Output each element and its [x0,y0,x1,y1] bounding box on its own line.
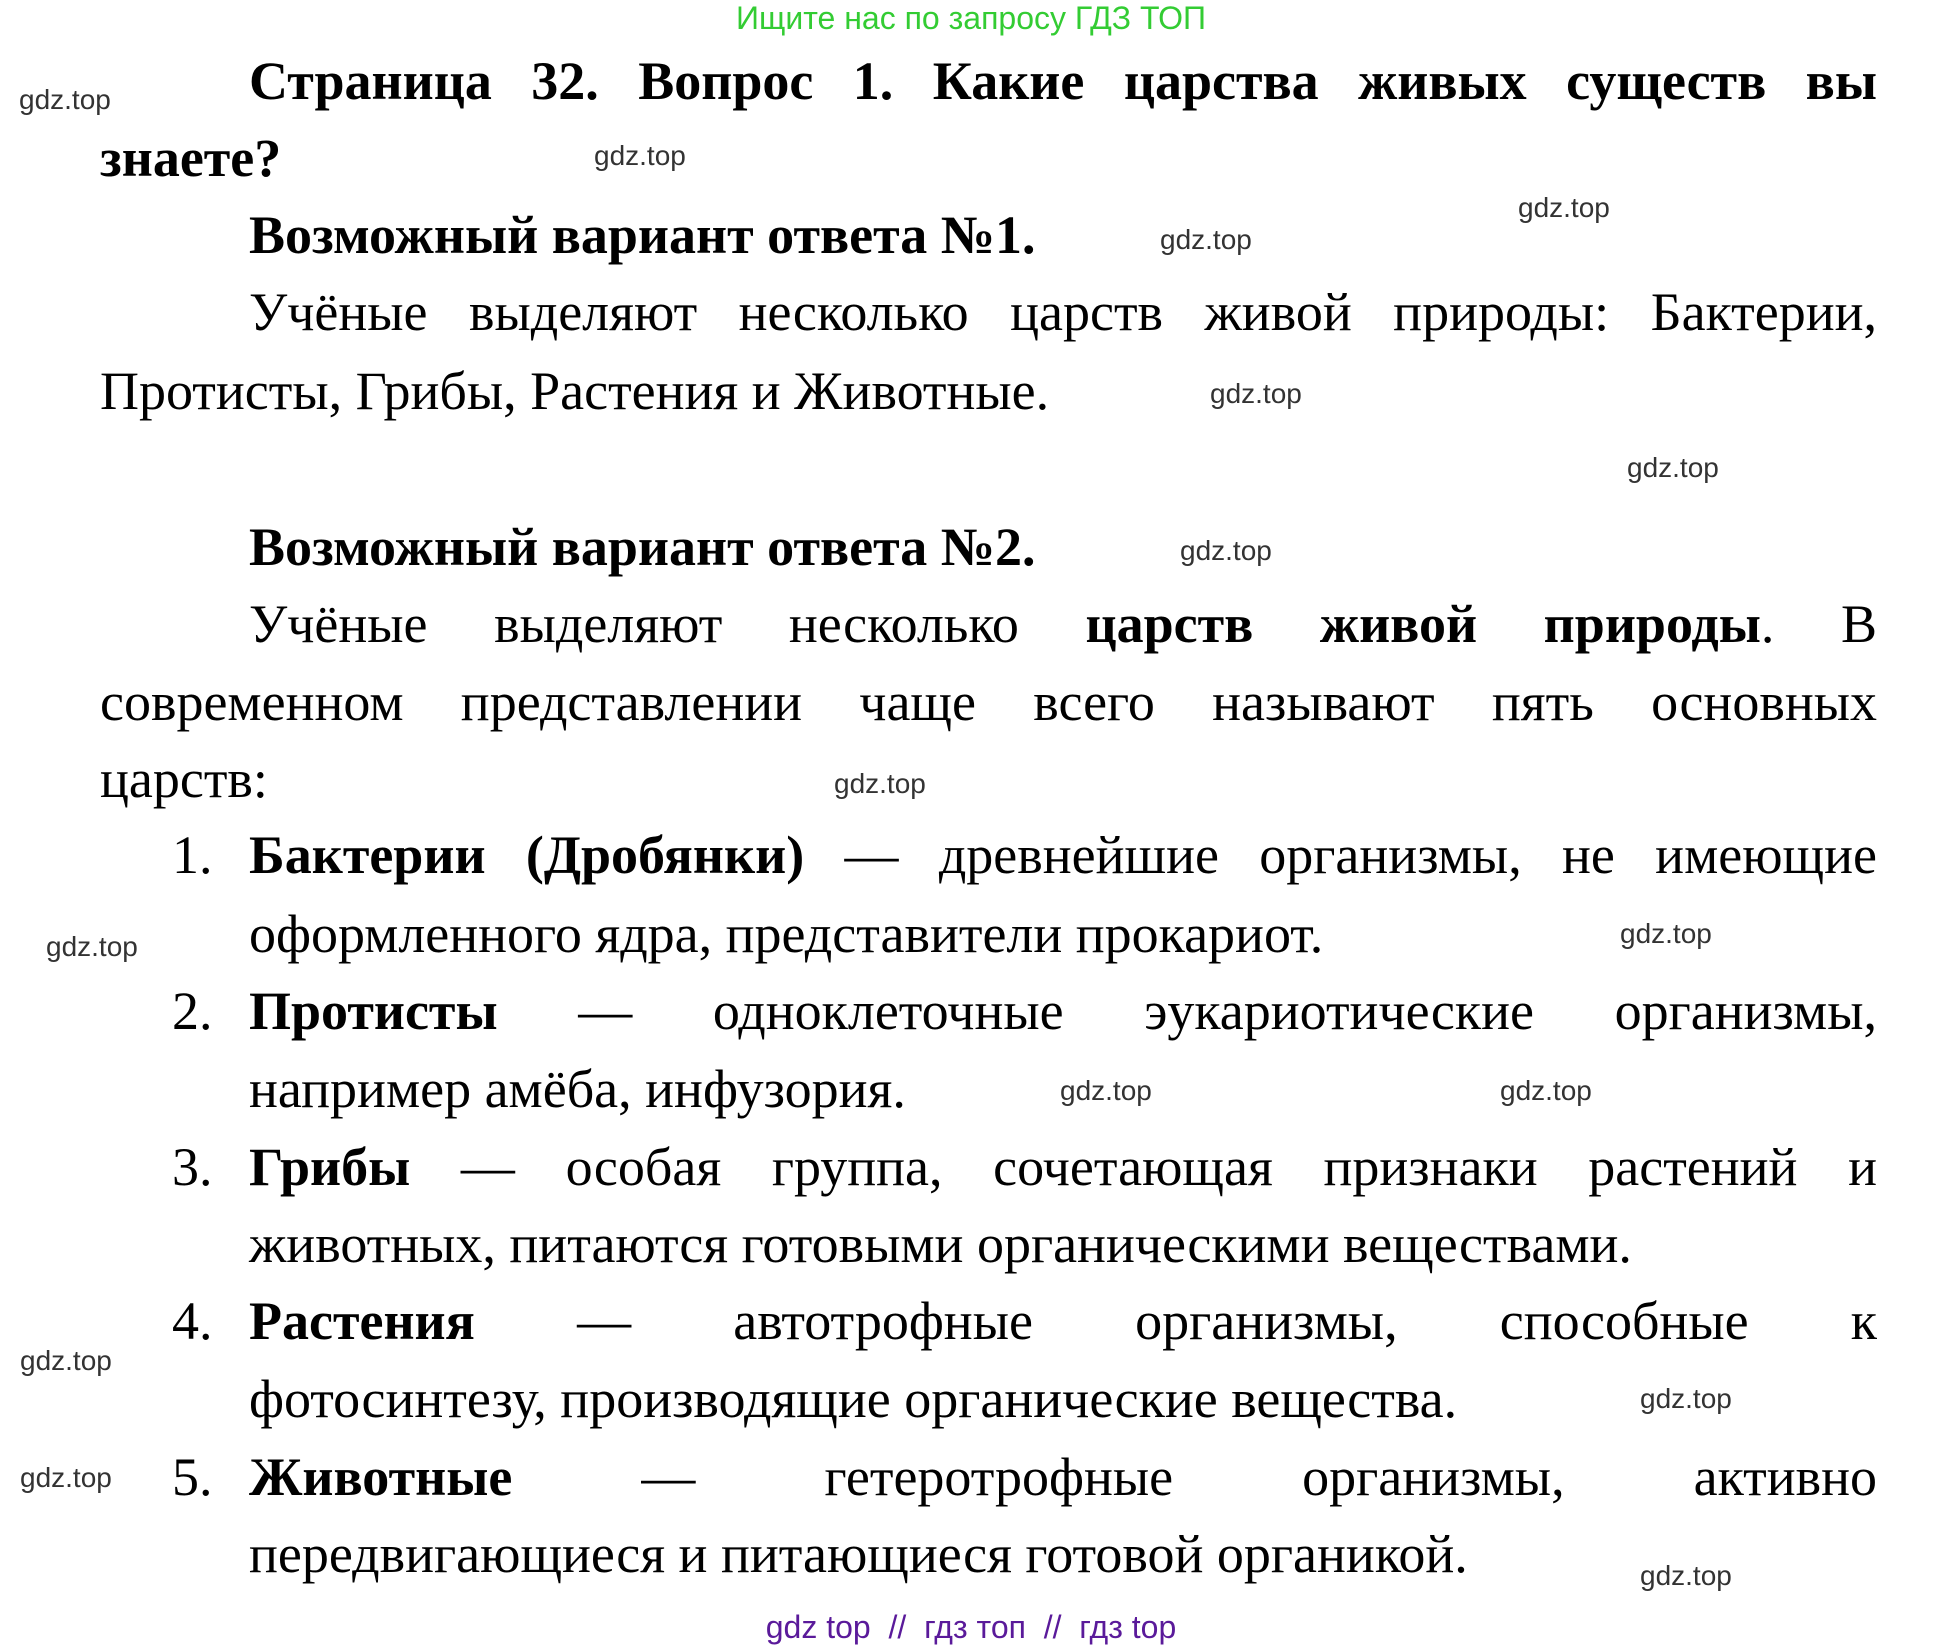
item-line-2: например амёба, инфузория. [249,1059,906,1119]
footer-watermark [0,1608,1942,1646]
watermark: gdz.top [1640,1383,1732,1414]
search-banner: Ищите нас по запросу ГДЗ ТОП [736,0,1206,36]
item-description: — одноклеточные эукариотические организмы, [578,981,1877,1041]
item-description: — гетеротрофные организмы, активно [641,1447,1877,1507]
answer-1-line-2: Протисты, Грибы, Растения и Животные. [100,361,1050,421]
watermark: gdz.top [594,140,686,171]
watermark: gdz.top [46,931,138,962]
item-term: Растения [249,1291,475,1351]
list-item [249,816,1877,894]
item-term: Животные [249,1447,513,1507]
intro-text: Учёные выделяют несколько [249,594,1019,654]
watermark: gdz.top [1180,535,1272,566]
footer-text: gdz top // гдз топ // гдз top [765,1609,1177,1645]
item-term: Грибы [249,1137,411,1197]
list-item [249,972,1877,1050]
item-line-2: фотосинтезу, производящие органические вещества. [249,1369,1458,1429]
watermark: gdz.top [1500,1075,1592,1106]
item-term: Бактерии (Дробянки) [249,825,805,885]
item-line-2: оформленного ядра, представители прокариот. [249,904,1324,964]
watermark: gdz.top [1160,224,1252,255]
list-number: 3. [172,1137,213,1197]
list-number: 1. [172,825,213,885]
item-term: Протисты [249,981,498,1041]
watermark: gdz.top [20,1345,112,1376]
intro-text-end: . В [1760,594,1877,654]
answer-2-intro-line-3: царств: [100,749,268,809]
question-title-line-1: Страница 32. Вопрос 1. Какие царства живых существ вы [249,51,1877,111]
watermark: gdz.top [19,84,111,115]
answer-2-heading: Возможный вариант ответа №2. [249,517,1036,577]
intro-bold-term: царств живой природы [1085,594,1761,654]
watermark: gdz.top [1627,452,1719,483]
item-description: — особая группа, сочетающая признаки растений и [460,1137,1877,1197]
answer-2-intro-line-1 [249,585,1877,663]
watermark: gdz.top [1060,1075,1152,1106]
item-line-2: передвигающиеся и питающиеся готовой органикой. [249,1524,1468,1584]
answer-2-intro-line-2: современном представлении чаще всего называют пять основных [100,672,1877,732]
question-title-line-2: знаете? [100,128,282,188]
watermark: gdz.top [834,768,926,799]
list-item [249,1438,1877,1516]
item-description: — древнейшие организмы, не имеющие [844,825,1877,885]
answer-1-heading: Возможный вариант ответа №1. [249,205,1036,265]
list-item [249,1282,1877,1360]
list-number: 2. [172,981,213,1041]
watermark: gdz.top [20,1462,112,1493]
list-item [249,1128,1877,1206]
watermark: gdz.top [1210,378,1302,409]
watermark: gdz.top [1640,1560,1732,1591]
watermark: gdz.top [1620,918,1712,949]
list-number: 4. [172,1291,213,1351]
watermark: gdz.top [1518,192,1610,223]
list-number: 5. [172,1447,213,1507]
answer-1-line-1: Учёные выделяют несколько царств живой природы: Бактерии, [249,282,1877,342]
item-line-2: животных, питаются готовыми органическими веществами. [249,1214,1632,1274]
item-description: — автотрофные организмы, способные к [577,1291,1877,1351]
